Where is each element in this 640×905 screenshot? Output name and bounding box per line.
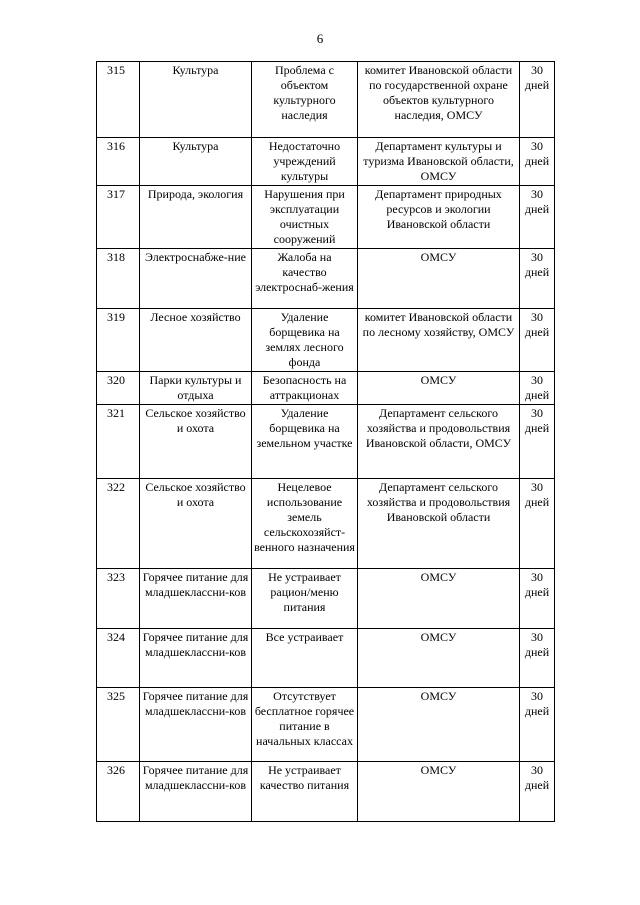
row-authority: ОМСУ [358,372,520,405]
row-term [520,629,555,688]
table-row [97,249,555,309]
row-authority: ОМСУ [358,249,520,309]
row-issue: Жалоба на качество электроснаб-жения [252,249,358,309]
row-topic: Природа, экология [140,186,252,249]
term-value: 30 [531,689,543,703]
row-number: 321 [97,405,140,479]
row-term [520,249,555,309]
row-number: 323 [97,569,140,629]
row-issue: Удаление борщевика на землях лесного фонда [252,309,358,372]
row-number: 324 [97,629,140,688]
row-number: 325 [97,688,140,762]
row-topic: Лесное хозяйство [140,309,252,372]
row-authority: ОМСУ [358,569,520,629]
table-row [97,405,555,479]
row-term [520,569,555,629]
row-issue: Все устраивает [252,629,358,688]
term-value: 30 [531,139,543,153]
row-number: 322 [97,479,140,569]
registry-table [96,61,555,822]
row-term [520,372,555,405]
table-row [97,569,555,629]
table-row [97,186,555,249]
term-unit: дней [524,78,550,92]
row-term [520,62,555,138]
term-unit: дней [524,421,550,435]
term-value: 30 [531,187,543,201]
table-row [97,138,555,186]
row-term [520,479,555,569]
registry-table-body [97,62,555,822]
row-topic: Парки культуры и отдыха [140,372,252,405]
row-number: 318 [97,249,140,309]
row-authority: Департамент сельского хозяйства и продовольствия Ивановской области [358,479,520,569]
term-value: 30 [531,310,543,324]
term-value: 30 [531,406,543,420]
row-issue: Удаление борщевика на земельном участке [252,405,358,479]
row-topic: Горячее питание для младшеклассни-ков [140,629,252,688]
term-value: 30 [531,373,543,387]
row-topic: Электроснабже-ние [140,249,252,309]
page-number: 6 [316,31,324,46]
table-row [97,762,555,822]
row-issue: Не устраивает качество питания [252,762,358,822]
row-term [520,309,555,372]
row-topic: Культура [140,62,252,138]
row-topic: Горячее питание для младшеклассни-ков [140,569,252,629]
row-term [520,186,555,249]
row-issue: Безопасность на аттракционах [252,372,358,405]
row-authority: ОМСУ [358,762,520,822]
term-unit: дней [524,265,550,279]
term-value: 30 [531,63,543,77]
row-authority: Департамент природных ресурсов и экологии Ивановской области [358,186,520,249]
term-unit: дней [524,704,550,718]
row-topic: Культура [140,138,252,186]
term-unit: дней [524,778,550,792]
row-topic: Сельское хозяйство и охота [140,479,252,569]
row-term [520,138,555,186]
row-issue: Нарушения при эксплуатации очистных сооружений [252,186,358,249]
table-row [97,372,555,405]
term-value: 30 [531,480,543,494]
table-row [97,479,555,569]
term-unit: дней [524,495,550,509]
row-term [520,688,555,762]
table-row [97,629,555,688]
row-number: 316 [97,138,140,186]
term-unit: дней [524,585,550,599]
term-unit: дней [524,154,550,168]
row-authority: ОМСУ [358,629,520,688]
term-value: 30 [531,630,543,644]
row-issue: Недостаточно учреждений культуры [252,138,358,186]
row-term [520,762,555,822]
term-value: 30 [531,250,543,264]
table-row [97,309,555,372]
row-term [520,405,555,479]
row-issue: Не устраивает рацион/меню питания [252,569,358,629]
term-value: 30 [531,763,543,777]
row-authority: ОМСУ [358,688,520,762]
table-row [97,62,555,138]
term-unit: дней [524,202,550,216]
term-value: 30 [531,570,543,584]
row-topic: Сельское хозяйство и охота [140,405,252,479]
row-authority: комитет Ивановской области по государственной охране объектов культурного наследия, ОМСУ [358,62,520,138]
term-unit: дней [524,645,550,659]
row-topic: Горячее питание для младшеклассни-ков [140,688,252,762]
row-issue: Нецелевое использование земель сельскохозяйст-венного назначения [252,479,358,569]
row-topic: Горячее питание для младшеклассни-ков [140,762,252,822]
table-row [97,688,555,762]
row-authority: комитет Ивановской области по лесному хозяйству, ОМСУ [358,309,520,372]
row-number: 317 [97,186,140,249]
row-issue: Отсутствует бесплатное горячее питание в начальных классах [252,688,358,762]
row-authority: Департамент сельского хозяйства и продовольствия Ивановской области, ОМСУ [358,405,520,479]
row-number: 315 [97,62,140,138]
term-unit: дней [524,325,550,339]
row-authority: Департамент культуры и туризма Ивановской области, ОМСУ [358,138,520,186]
row-number: 319 [97,309,140,372]
row-issue: Проблема с объектом культурного наследия [252,62,358,138]
row-number: 326 [97,762,140,822]
row-number: 320 [97,372,140,405]
term-unit: дней [524,388,550,402]
